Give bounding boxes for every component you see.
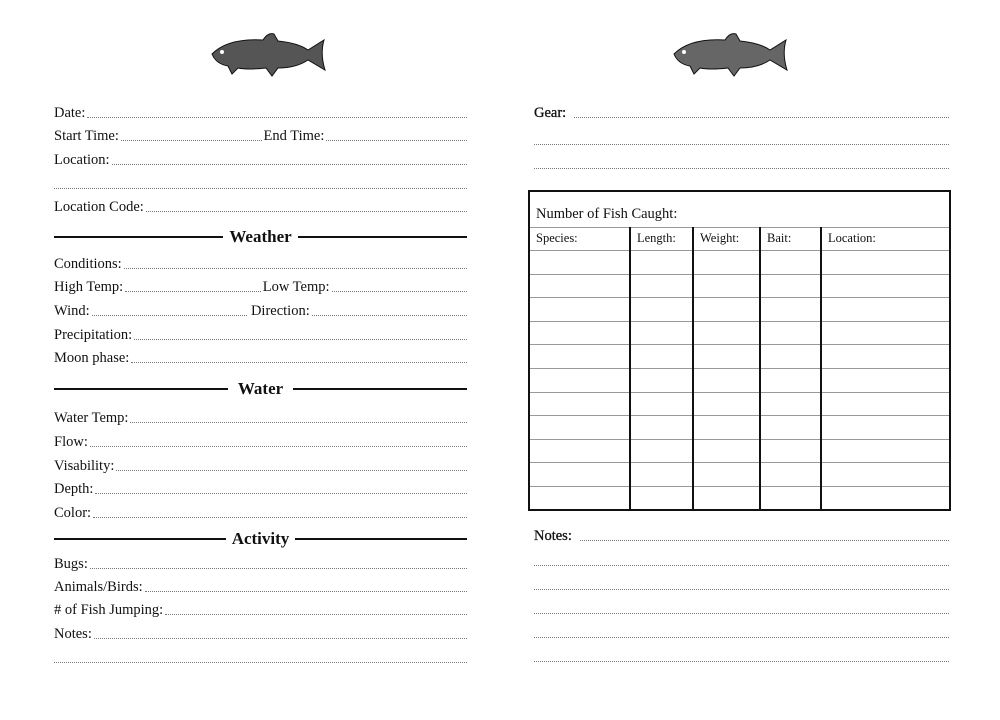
activity-heading — [54, 529, 467, 549]
time-field[interactable] — [54, 126, 467, 144]
label: Direction: — [250, 303, 310, 319]
table-cell[interactable] — [693, 298, 760, 322]
table-cell[interactable] — [630, 298, 693, 322]
label: Moon phase: — [54, 350, 130, 366]
blank-line[interactable] — [54, 177, 467, 189]
label: Date: — [54, 105, 86, 121]
blank-line[interactable] — [580, 529, 949, 541]
column-header: Bait: — [760, 227, 821, 251]
table-cell[interactable] — [760, 321, 821, 345]
label: Depth: — [54, 481, 94, 497]
table-cell[interactable] — [693, 463, 760, 487]
flow-field[interactable] — [54, 432, 467, 450]
blank-line[interactable] — [130, 411, 467, 423]
label: Location: — [54, 152, 110, 168]
table-cell[interactable] — [760, 345, 821, 369]
table-row — [529, 487, 950, 511]
blank-line[interactable] — [332, 280, 468, 292]
table-cell[interactable] — [821, 251, 950, 275]
table-row — [529, 392, 950, 416]
table-row — [529, 321, 950, 345]
table-cell[interactable] — [693, 439, 760, 463]
table-title: Number of Fish Caught: — [529, 191, 950, 227]
table-row — [529, 345, 950, 369]
table-cell[interactable] — [760, 463, 821, 487]
column-header: Weight: — [693, 227, 760, 251]
label: Bugs: — [54, 556, 88, 572]
table-row — [529, 463, 950, 487]
table-cell[interactable] — [821, 463, 950, 487]
table-cell[interactable] — [693, 321, 760, 345]
table-cell[interactable] — [760, 439, 821, 463]
blank-line[interactable] — [312, 304, 467, 316]
water-heading — [54, 379, 467, 399]
table-cell[interactable] — [693, 369, 760, 393]
notes-line[interactable] — [534, 623, 949, 641]
label: # of Fish Jumping: — [54, 602, 164, 618]
label: Gear: — [534, 105, 567, 121]
table-cell[interactable] — [630, 369, 693, 393]
table-cell[interactable] — [821, 439, 950, 463]
table-cell[interactable] — [693, 487, 760, 511]
table-cell[interactable] — [529, 298, 630, 322]
table-cell[interactable] — [630, 274, 693, 298]
table-cell[interactable] — [821, 416, 950, 440]
table-cell[interactable] — [760, 416, 821, 440]
notes-field-right[interactable] — [534, 526, 949, 544]
weather-heading — [54, 227, 467, 247]
table-cell[interactable] — [630, 321, 693, 345]
blank-line[interactable] — [534, 133, 949, 145]
table-cell[interactable] — [821, 487, 950, 511]
blank-line[interactable] — [54, 651, 467, 663]
label: Flow: — [54, 434, 88, 450]
table-cell[interactable] — [821, 321, 950, 345]
table-cell[interactable] — [760, 369, 821, 393]
blank-line[interactable] — [90, 435, 467, 447]
label: Notes: — [534, 528, 572, 544]
precipitation-field[interactable] — [54, 325, 467, 343]
table-cell[interactable] — [760, 298, 821, 322]
notes-field-left[interactable] — [54, 624, 467, 642]
table-cell[interactable] — [529, 251, 630, 275]
notes-extra-line[interactable] — [54, 648, 467, 666]
blank-line[interactable] — [125, 280, 261, 292]
table-cell[interactable] — [630, 345, 693, 369]
column-header: Location: — [821, 227, 950, 251]
location-field[interactable] — [54, 150, 467, 168]
blank-line[interactable] — [534, 626, 949, 638]
blank-line[interactable] — [534, 650, 949, 662]
table-cell[interactable] — [630, 487, 693, 511]
table-cell[interactable] — [529, 321, 630, 345]
temp-field[interactable] — [54, 277, 467, 295]
label: End Time: — [263, 128, 325, 144]
table-cell[interactable] — [630, 463, 693, 487]
blank-line[interactable] — [131, 351, 467, 363]
table-row — [529, 274, 950, 298]
label: Conditions: — [54, 256, 122, 272]
blank-line[interactable] — [146, 200, 467, 212]
date-field[interactable] — [54, 103, 467, 121]
depth-field[interactable] — [54, 479, 467, 497]
blank-line[interactable] — [94, 627, 467, 639]
table-cell[interactable] — [821, 369, 950, 393]
bugs-field[interactable] — [54, 554, 467, 572]
table-cell[interactable] — [821, 298, 950, 322]
fish-caught-table — [528, 190, 951, 511]
blank-line[interactable] — [534, 602, 949, 614]
color-field[interactable] — [54, 503, 467, 521]
table-row — [529, 439, 950, 463]
table-cell[interactable] — [760, 274, 821, 298]
gear-field[interactable] — [534, 103, 949, 121]
table-cell[interactable] — [529, 392, 630, 416]
label: Wind: — [54, 303, 90, 319]
table-cell[interactable] — [693, 345, 760, 369]
visibility-field[interactable] — [54, 456, 467, 474]
table-cell[interactable] — [821, 345, 950, 369]
table-cell[interactable] — [821, 392, 950, 416]
table-cell[interactable] — [529, 439, 630, 463]
table-cell[interactable] — [821, 274, 950, 298]
location-extra-line[interactable] — [54, 174, 467, 192]
heading-text: Weather — [229, 227, 292, 246]
blank-line[interactable] — [574, 106, 949, 118]
table-cell[interactable] — [630, 439, 693, 463]
table-row — [529, 298, 950, 322]
table-cell[interactable] — [760, 251, 821, 275]
notes-line[interactable] — [534, 599, 949, 617]
blank-line[interactable] — [95, 482, 467, 494]
notes-line[interactable] — [534, 551, 949, 569]
table-cell[interactable] — [529, 463, 630, 487]
gear-line[interactable] — [534, 130, 949, 148]
blank-line[interactable] — [121, 129, 262, 141]
blank-line[interactable] — [165, 603, 467, 615]
label: Location Code: — [54, 199, 144, 215]
table-row — [529, 251, 950, 275]
heading-text: Activity — [231, 529, 290, 548]
table-cell[interactable] — [529, 416, 630, 440]
table-row — [529, 369, 950, 393]
table-cell[interactable] — [529, 487, 630, 511]
blank-line[interactable] — [534, 554, 949, 566]
table-header-row — [529, 227, 950, 251]
table-cell[interactable] — [630, 416, 693, 440]
wind-field[interactable] — [54, 301, 467, 319]
label: Visability: — [54, 458, 115, 474]
blank-line[interactable] — [90, 557, 467, 569]
animals-field[interactable] — [54, 577, 467, 595]
label: Precipitation: — [54, 327, 133, 343]
blank-line[interactable] — [326, 129, 467, 141]
blank-line[interactable] — [93, 506, 467, 518]
column-header: Species: — [529, 227, 630, 251]
water-temp-field[interactable] — [54, 408, 467, 426]
notes-line[interactable] — [534, 647, 949, 665]
trout-illustration-left — [208, 30, 328, 80]
blank-line[interactable] — [124, 257, 467, 269]
blank-line[interactable] — [92, 304, 247, 316]
notes-line[interactable] — [534, 575, 949, 593]
fish-jumping-field[interactable] — [54, 600, 467, 618]
blank-line[interactable] — [112, 153, 467, 165]
blank-line[interactable] — [534, 578, 949, 590]
blank-line[interactable] — [134, 328, 467, 340]
table-cell[interactable] — [693, 274, 760, 298]
column-header: Length: — [630, 227, 693, 251]
label: Low Temp: — [262, 279, 330, 295]
gear-line[interactable] — [534, 154, 949, 172]
table-cell[interactable] — [529, 369, 630, 393]
blank-line[interactable] — [145, 580, 467, 592]
label: Notes: — [54, 626, 92, 642]
label: Water Temp: — [54, 410, 129, 426]
table-cell[interactable] — [529, 345, 630, 369]
label: Animals/Birds: — [54, 579, 143, 595]
conditions-field[interactable] — [54, 254, 467, 272]
blank-line[interactable] — [116, 459, 467, 471]
label: Start Time: — [54, 128, 119, 144]
label: High Temp: — [54, 279, 124, 295]
trout-illustration-right — [670, 30, 790, 80]
table-cell[interactable] — [529, 274, 630, 298]
location-code-field[interactable] — [54, 197, 467, 215]
table-row — [529, 416, 950, 440]
label: Color: — [54, 505, 92, 521]
moon-phase-field[interactable] — [54, 348, 467, 366]
table-cell[interactable] — [693, 251, 760, 275]
heading-text: Water — [237, 379, 284, 398]
table-cell[interactable] — [630, 392, 693, 416]
table-cell[interactable] — [693, 416, 760, 440]
table-cell[interactable] — [760, 487, 821, 511]
blank-line[interactable] — [534, 157, 949, 169]
table-cell[interactable] — [630, 251, 693, 275]
table-cell[interactable] — [693, 392, 760, 416]
table-cell[interactable] — [760, 392, 821, 416]
blank-line[interactable] — [87, 106, 467, 118]
